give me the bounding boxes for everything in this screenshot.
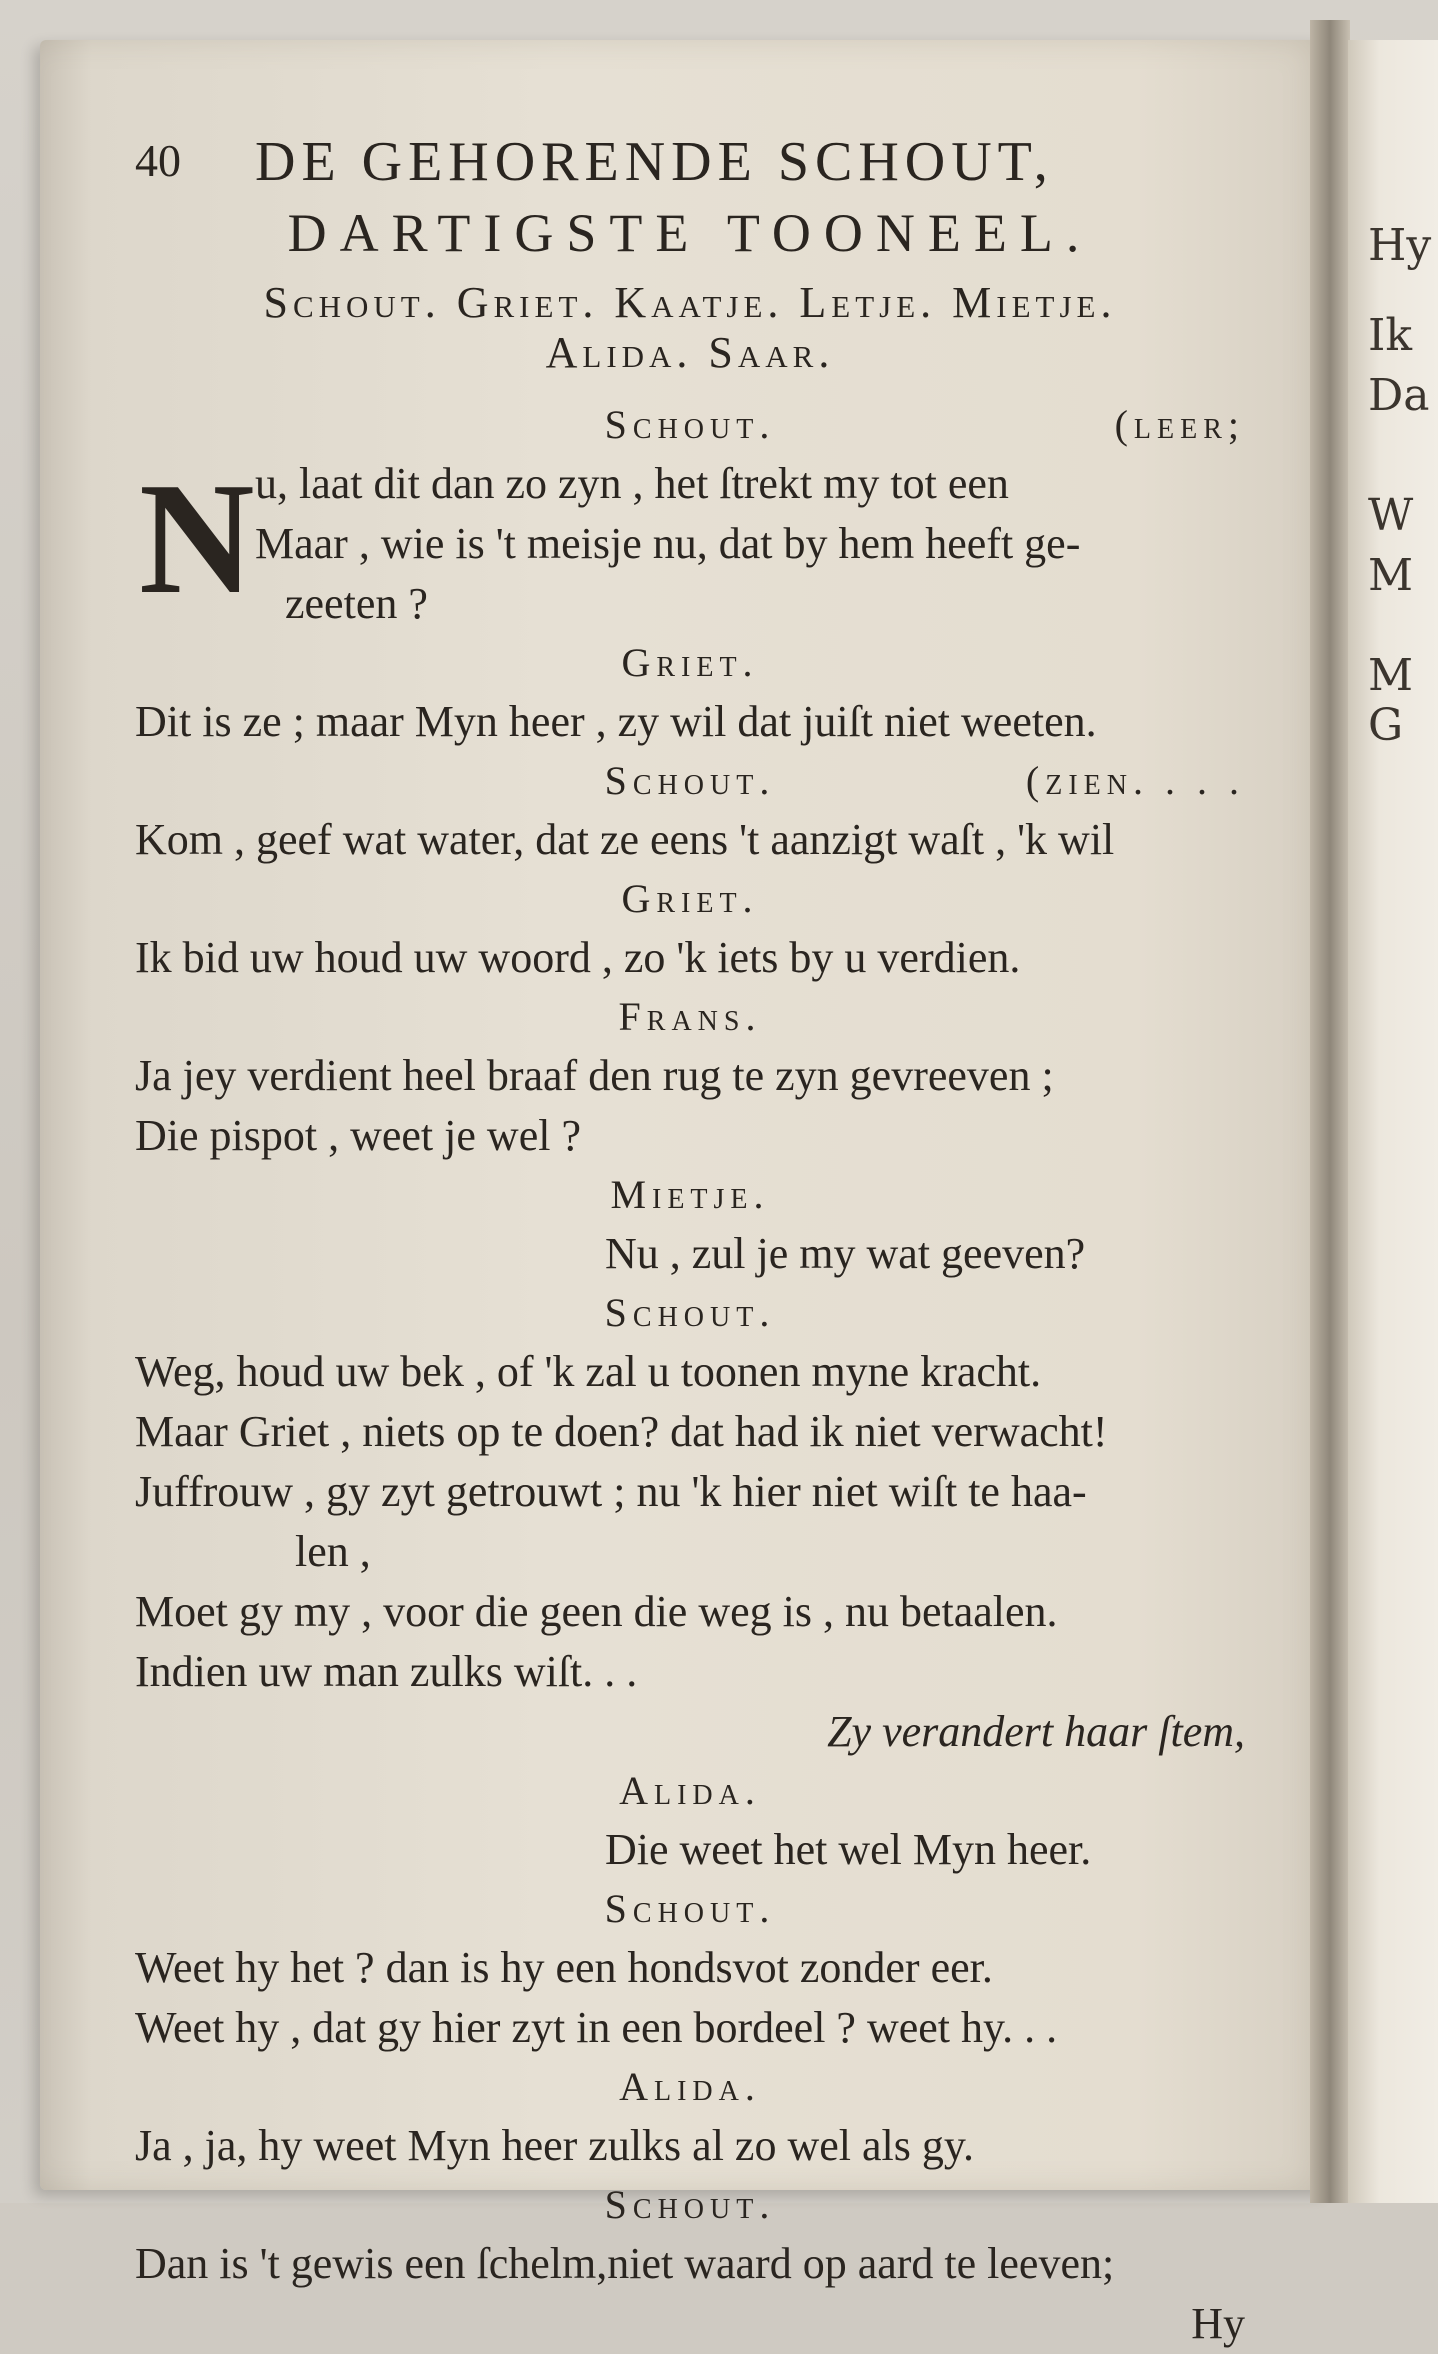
facing-fragment: Da (1368, 370, 1430, 421)
verse-line: Die weet het wel Myn heer. (605, 1825, 1092, 1874)
speaker-heading (135, 396, 1245, 454)
verse-line: Dan is 't gewis een ſchelm,niet waard op aard te leeven; (135, 2239, 1115, 2288)
verse-line: Indien uw man zulks wiſt. . . (135, 1647, 638, 1696)
verse-line: Ja , ja, hy weet Myn heer zulks al zo wel als gy. (135, 2121, 975, 2170)
running-title: DE GEHORENDE SCHOUT, (255, 131, 1054, 193)
speaker-heading: Mietje. (610, 1172, 770, 1217)
speaker-name: Schout. (604, 402, 776, 447)
speaker-heading: Schout. (604, 1290, 776, 1335)
opening-verse (135, 449, 1245, 634)
page-number: 40 (135, 135, 181, 186)
verse-line: Weet hy , dat gy hier zyt in een bordeel ? weet hy. . . (135, 2003, 1058, 2052)
verse-line: Dit is ze ; maar Myn heer , zy wil dat juiſt niet weeten. (135, 697, 1097, 746)
verse-line: len , (295, 1527, 371, 1576)
verse-line: Kom , geef wat water, dat ze eens 't aanzigt waſt , 'k wil (135, 815, 1115, 864)
speaker-heading: Frans. (618, 994, 762, 1039)
facing-fragment: M (1368, 550, 1414, 601)
verse-turnover: (leer; (1114, 402, 1245, 447)
verse-line: Weet hy het ? dan is hy een hondsvot zonder eer. (135, 1943, 993, 1992)
verse-turnover: (zien. . . . (1025, 758, 1245, 803)
verse-line: Weg, houd uw bek , of 'k zal u toonen myne kracht. (135, 1347, 1042, 1396)
page-text (135, 120, 1245, 2354)
speaker-heading: Schout. (604, 1886, 776, 1931)
verse-line: Maar Griet , niets op te doen? dat had ik niet verwacht! (135, 1407, 1108, 1456)
speaker-name: Schout. (604, 758, 776, 803)
speaker-heading (135, 752, 1245, 810)
facing-fragment: Hy (1368, 220, 1432, 271)
facing-fragment: M (1368, 650, 1414, 701)
facing-fragment: Ik (1368, 310, 1413, 361)
speaker-heading: Alida. (619, 1768, 761, 1813)
speaker-heading: Schout. (604, 2182, 776, 2227)
verse-line: Ik bid uw houd uw woord , zo 'k iets by u verdien. (135, 933, 1021, 982)
stage-direction: Zy verandert haar ſtem, (827, 1707, 1245, 1756)
verse-line: Juffrouw , gy zyt getrouwt ; nu 'k hier niet wiſt te haa- (135, 1467, 1087, 1516)
cast-line: Schout. Griet. Kaatje. Letje. Mietje. (263, 278, 1117, 327)
verse-line: Moet gy my , voor die geen die weg is , nu betaalen. (135, 1587, 1058, 1636)
verse-line: zeeten ? (285, 579, 428, 628)
verse-line: Die pispot , weet je wel ? (135, 1111, 581, 1160)
drop-cap: N (139, 449, 255, 627)
cast-list (135, 278, 1245, 378)
facing-page (1348, 40, 1438, 2203)
facing-fragment: W (1368, 490, 1414, 541)
verse-line: Ja jey verdient heel braaf den rug te zyn gevreeven ; (135, 1051, 1054, 1100)
catchword: Hy (1191, 2299, 1245, 2348)
speaker-heading: Griet. (621, 640, 759, 685)
verse-line: Nu , zul je my wat geeven? (605, 1229, 1086, 1278)
cast-line: Alida. Saar. (545, 328, 835, 377)
book-gutter (1310, 20, 1350, 2203)
page-header (135, 120, 1245, 200)
facing-fragment: G (1368, 700, 1404, 751)
verse-line: u, laat dit dan zo zyn , het ſtrekt my tot een (255, 459, 1009, 508)
scene-title: DARTIGSTE TOONEEL. (287, 203, 1093, 263)
verse-line: Maar , wie is 't meisje nu, dat by hem heeft ge- (255, 519, 1081, 568)
speaker-heading: Alida. (619, 2064, 761, 2109)
speaker-heading: Griet. (621, 876, 759, 921)
